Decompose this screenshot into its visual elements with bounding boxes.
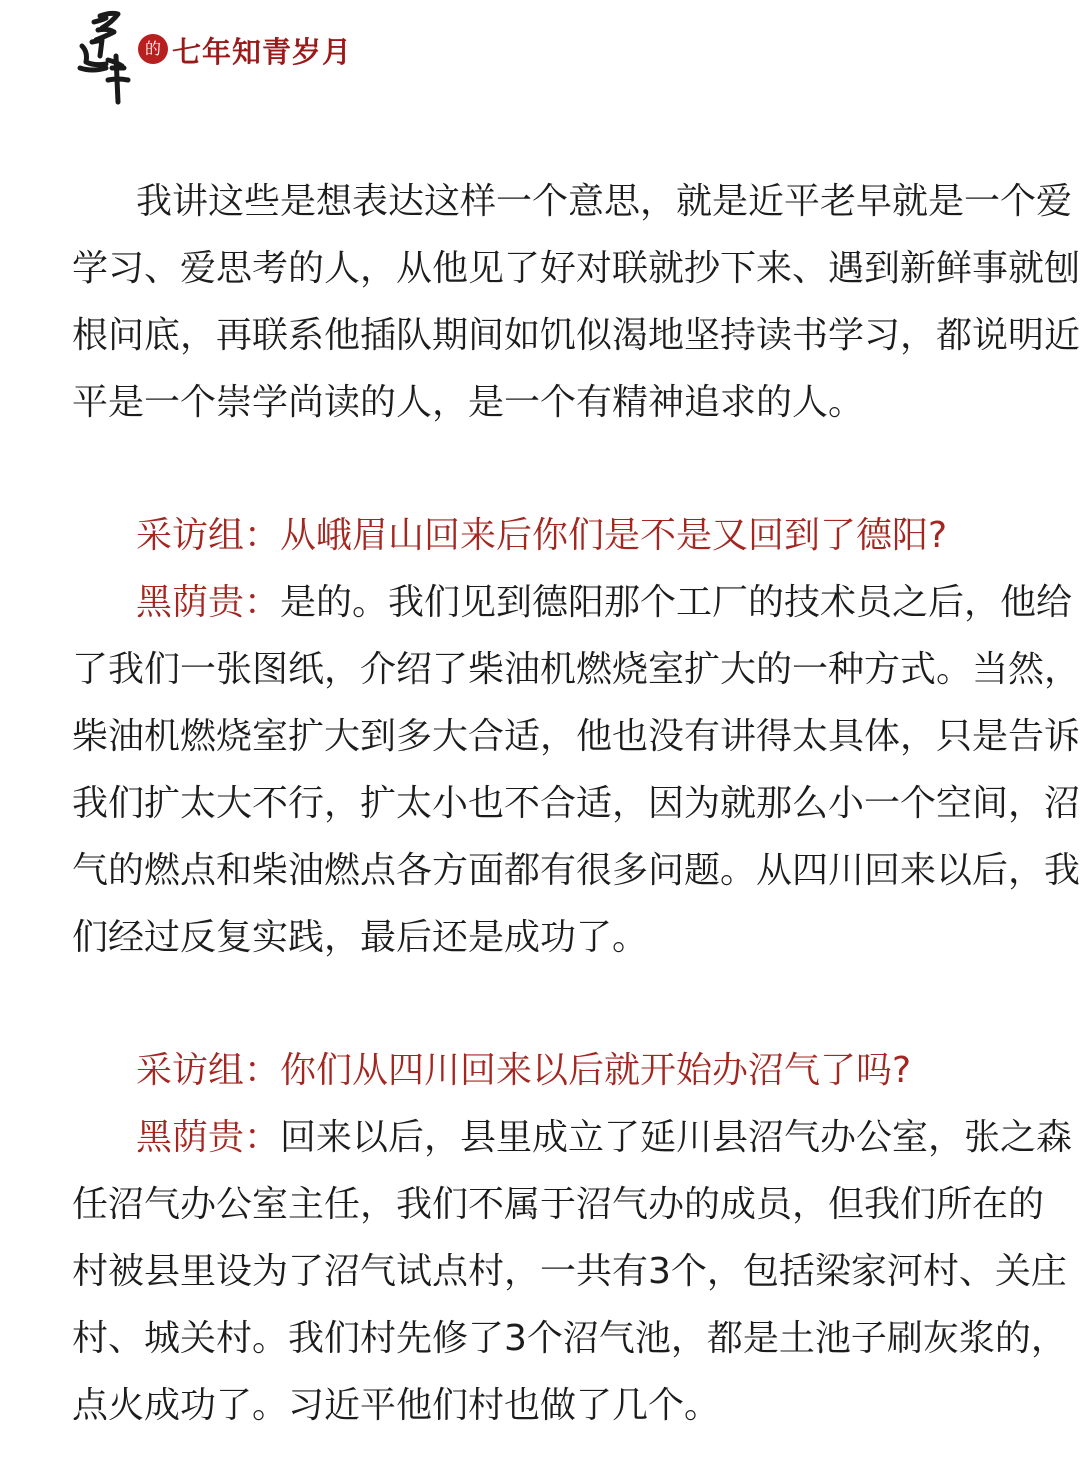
text-line: 任沼气办公室主任，我们不属于沼气办的成员，但我们所在的: [72, 1184, 1045, 1225]
answer-speaker: 黑荫贵：: [136, 582, 281, 623]
book-title: 七年知青岁月: [172, 35, 353, 69]
calligraphy-logo: [72, 6, 142, 106]
question-speaker: 采访组：: [136, 515, 281, 556]
question-text: 从峨眉山回来后你们是不是又回到了德阳?: [280, 515, 948, 556]
answer-speaker: 黑荫贵：: [136, 1117, 281, 1158]
text-line: 平是一个崇学尚读的人，是一个有精神追求的人。: [72, 382, 865, 423]
book-header: [72, 6, 352, 106]
calligraphy-logo-image: [80, 13, 128, 102]
text-line: 气的燃点和柴油燃点各方面都有很多问题。从四川回来以后，我: [72, 850, 1080, 891]
question-text: 你们从四川回来以后就开始办沼气了吗?: [280, 1050, 912, 1091]
text-line: 了我们一张图纸，介绍了柴油机燃烧室扩大的一种方式。当然，: [72, 649, 1080, 690]
text-line: 我讲这些是想表达这样一个意思，就是近平老早就是一个爱: [136, 181, 1073, 222]
answer-text: 是的。我们见到德阳那个工厂的技术员之后，他给: [280, 582, 1073, 623]
interview-question: [72, 1037, 1042, 1104]
text-line: 根问底，再联系他插队期间如饥似渴地坚持读书学习，都说明近: [72, 315, 1080, 356]
text-line: 村被县里设为了沼气试点村，一共有3个，包括梁家河村、关庄: [72, 1251, 1067, 1292]
paragraph-1: [72, 168, 1080, 436]
seal-badge: 的: [138, 34, 168, 64]
qa-block-2: [72, 1037, 1073, 1439]
answer-text: 回来以后，县里成立了延川县沼气办公室，张之森: [280, 1117, 1073, 1158]
question-speaker: 采访组：: [136, 1050, 281, 1091]
text-line: 柴油机燃烧室扩大到多大合适，他也没有讲得太具体，只是告诉: [72, 716, 1080, 757]
text-line: 点火成功了。习近平他们村也做了几个。: [72, 1385, 721, 1426]
article-body: [72, 168, 1080, 1439]
text-line: 学习、爱思考的人，从他见了好对联就抄下来、遇到新鲜事就刨: [72, 248, 1080, 289]
answer-first-line: [72, 569, 1073, 636]
text-line: 我们扩太大不行，扩太小也不合适，因为就那么小一个空间，沼: [72, 783, 1080, 824]
answer-first-line: [72, 1104, 1073, 1171]
interview-question: [72, 502, 1042, 569]
text-line: 们经过反复实践，最后还是成功了。: [72, 917, 649, 958]
text-line: 村、城关村。我们村先修了3个沼气池，都是土池子刷灰浆的，: [72, 1318, 1067, 1359]
qa-block-1: [72, 502, 1080, 971]
